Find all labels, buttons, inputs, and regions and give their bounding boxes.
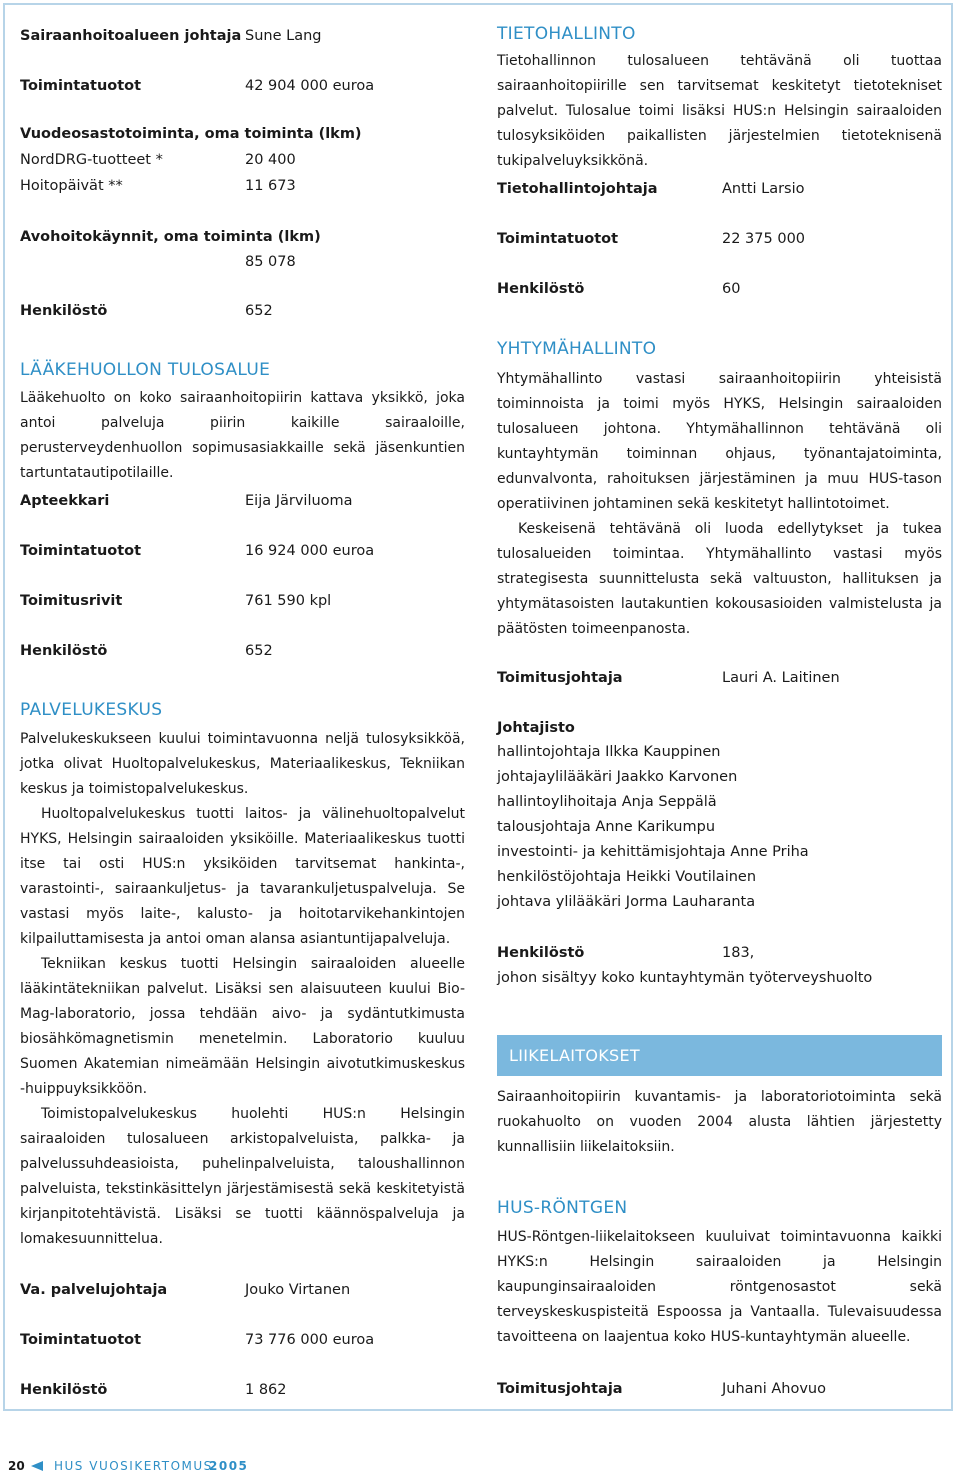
care-days-value: 11 673 xyxy=(245,178,296,194)
it-director-label: Tietohallintojohtaja xyxy=(497,181,658,197)
pharmacy-revenue-label: Toimintatuotot xyxy=(20,543,142,559)
page-number: 20 xyxy=(8,1459,25,1473)
pharmacy-text xyxy=(20,386,465,486)
pharmacy-revenue-value: 16 924 000 euroa xyxy=(245,543,375,559)
service-center-paragraph-2: Huoltopalvelukeskus tuotti laitos- ja välinehuoltopalvelut HYKS, Helsingin sairaaloiden yksiköille. Materiaalikeskus tuotti itse tai osti HUS:n yksiköiden tarvitsemat hankinta-, varastointi-, sairaankuljetus- ja tavarankuljetuspalveluja. Se vastasi myös laite-, kalusto- ja hoitotarvikehankintojen kilpailuttamisesta ja antoi oman alansa asiantuntijapalveluja. xyxy=(20,806,465,947)
management-heading: Johtajisto xyxy=(497,720,575,736)
group-staff-row xyxy=(497,942,942,964)
it-revenue-value: 22 375 000 xyxy=(722,231,806,247)
list-item: hallintoylihoitaja Anja Seppälä xyxy=(497,794,717,810)
service-director-value: Jouko Virtanen xyxy=(245,1282,351,1298)
footer-title: HUS VUOSIKERTOMUS xyxy=(54,1459,213,1473)
it-heading: TIETOHALLINTO xyxy=(497,24,636,44)
care-days-row xyxy=(20,175,465,197)
revenue-label: Toimintatuotot xyxy=(20,78,142,94)
group-staff-value: 183, xyxy=(722,945,755,961)
drg-label: NordDRG-tuotteet * xyxy=(20,152,163,168)
service-staff-value: 1 862 xyxy=(245,1382,287,1398)
service-director-row xyxy=(20,1279,465,1301)
service-revenue-row xyxy=(20,1329,465,1351)
enterprises-text xyxy=(497,1085,942,1160)
list-item: hallintojohtaja Ilkka Kauppinen xyxy=(497,744,721,760)
it-director-row xyxy=(497,178,942,200)
enterprises-banner: LIIKELAITOKSET xyxy=(497,1035,942,1076)
service-revenue-value: 73 776 000 euroa xyxy=(245,1332,375,1348)
delivery-rows-label: Toimitusrivit xyxy=(20,593,123,609)
group-text xyxy=(497,367,942,642)
care-days-label: Hoitopäivät ** xyxy=(20,178,123,194)
group-paragraph-2: Keskeisenä tehtävänä oli luoda edellytykset ja tukea tulosalueiden toimintaa. Yhtymähallinto vastasi myös strategisesta suunnittelusta sekä valtuuston, hallituksen ja yhtymätasoisten lautakuntien kokousasioiden valmistelusta ja päätösten toimeenpanosta. xyxy=(497,521,942,637)
arrow-left-icon xyxy=(31,1461,43,1471)
service-revenue-label: Toimintatuotot xyxy=(20,1332,142,1348)
it-staff-row xyxy=(497,278,942,300)
xray-heading: HUS-RÖNTGEN xyxy=(497,1198,628,1218)
manager-row xyxy=(20,25,465,47)
footer-year: 2005 xyxy=(209,1459,249,1473)
xray-paragraph: HUS-Röntgen-liikelaitokseen kuuluivat toimintavuonna kaikki HYKS:n Helsingin sairaaloiden ja Helsingin kaupunginsairaaloiden röntgenosastot sekä terveyskeskuspisteitä Espoossa ja Vantaalla. Tulevaisuudessa tavoitteena on laajentua koko HUS-kuntayhtymän alueelle. xyxy=(497,1229,942,1345)
pharmacy-revenue-row xyxy=(20,540,465,562)
pharmacy-staff-value: 652 xyxy=(245,643,273,659)
it-text xyxy=(497,49,942,174)
list-item: johtajaylilääkäri Jaakko Karvonen xyxy=(497,769,738,785)
pharmacy-heading: LÄÄKEHUOLLON TULOSALUE xyxy=(20,360,271,380)
revenue-value: 42 904 000 euroa xyxy=(245,78,375,94)
pharmacist-label: Apteekkari xyxy=(20,493,110,509)
delivery-rows-row xyxy=(20,590,465,612)
service-director-label: Va. palvelujohtaja xyxy=(20,1282,168,1298)
service-center-text xyxy=(20,727,465,1252)
pharmacist-row xyxy=(20,490,465,512)
drg-row xyxy=(20,149,465,171)
service-staff-label: Henkilöstö xyxy=(20,1382,108,1398)
it-revenue-label: Toimintatuotot xyxy=(497,231,619,247)
outpatient-heading: Avohoitokäynnit, oma toiminta (lkm) xyxy=(20,229,321,245)
service-center-heading: PALVELUKESKUS xyxy=(20,700,163,720)
it-paragraph: Tietohallinnon tulosalueen tehtävänä oli tuottaa sairaanhoitopiirille sen tarvitsemat keskitetyt tietotekniset palvelut. Tulosalue toimi lisäksi HUS:n Helsingin sairaaloiden tulosyksiköiden paikallisten järjestelmien tietoteknisenä tukipalveluyksikkönä. xyxy=(497,53,942,169)
service-center-paragraph-1: Palvelukeskukseen kuului toimintavuonna neljä tulosyksikköä, jotka olivat Huoltopalvelukeskus, Materiaalikeskus, Tekniikan keskus ja toimistopalvelukeskus. xyxy=(20,731,465,797)
pharmacist-value: Eija Järviluoma xyxy=(245,493,353,509)
xray-text xyxy=(497,1225,942,1350)
outpatient-value: 85 078 xyxy=(245,254,296,270)
list-item: investointi- ja kehittämisjohtaja Anne Priha xyxy=(497,844,809,860)
management-list xyxy=(497,740,809,915)
group-heading: YHTYMÄHALLINTO xyxy=(497,339,657,359)
staff-row xyxy=(20,300,465,322)
manager-label: Sairaanhoitoalueen johtaja xyxy=(20,28,242,44)
group-staff-note: johon sisältyy koko kuntayhtymän työterveyshuolto xyxy=(497,970,873,986)
it-revenue-row xyxy=(497,228,942,250)
service-center-paragraph-4: Toimistopalvelukeskus huolehti HUS:n Helsingin sairaaloiden tulosalueen arkistopalveluista, palkka- ja palvelussuhdeasioista, puhelinpalveluista, taloushallinnon palveluista, tekstinkäsittelyn järjestämisestä sekä keskitetyistä kirjanpitotehtävistä. Lisäksi se tuotti käännöspalveluja ja lomakesuunnittelua. xyxy=(20,1106,465,1247)
drg-value: 20 400 xyxy=(245,152,296,168)
revenue-row xyxy=(20,75,465,97)
group-ceo-row xyxy=(497,667,942,689)
it-director-value: Antti Larsio xyxy=(722,181,805,197)
list-item: henkilöstöjohtaja Heikki Voutilainen xyxy=(497,869,757,885)
list-item: johtava ylilääkäri Jorma Lauharanta xyxy=(497,894,756,910)
list-item: talousjohtaja Anne Karikumpu xyxy=(497,819,716,835)
xray-ceo-value: Juhani Ahovuo xyxy=(722,1381,826,1397)
pharmacy-paragraph: Lääkehuolto on koko sairaanhoitopiirin kattava yksikkö, joka antoi palveluja piirin kaikille sairaaloille, perusterveydenhuollon sopimusasiakkaille sekä jäsenkuntien tartuntatautipotilaille. xyxy=(20,390,465,481)
xray-ceo-label: Toimitusjohtaja xyxy=(497,1381,623,1397)
service-staff-row xyxy=(20,1379,465,1401)
delivery-rows-value: 761 590 kpl xyxy=(245,593,332,609)
enterprises-paragraph: Sairaanhoitopiirin kuvantamis- ja laboratoriotoiminta sekä ruokahuolto on vuoden 2004 alusta lähtien järjestetty kunnallisiin liikelaitoksiin. xyxy=(497,1089,942,1155)
it-staff-value: 60 xyxy=(722,281,741,297)
service-center-paragraph-3: Tekniikan keskus tuotti Helsingin sairaaloiden alueelle lääkintätekniikan palvelut. Lisäksi sen alaisuuteen kuului Bio-Mag-laboratorio, jossa tehdään aivo- ja sydäntutkimusta biosähkömagnetismin menetelmin. Laboratorio kuuluu Suomen Akatemian nimeämään Helsingin aivotutkimuskeskus -huippuyksikköön. xyxy=(20,956,465,1097)
pharmacy-staff-row xyxy=(20,640,465,662)
ward-heading: Vuodeosastotoiminta, oma toiminta (lkm) xyxy=(20,126,362,142)
xray-ceo-row xyxy=(497,1378,942,1400)
staff-label: Henkilöstö xyxy=(20,303,108,319)
pharmacy-staff-label: Henkilöstö xyxy=(20,643,108,659)
group-ceo-value: Lauri A. Laitinen xyxy=(722,670,840,686)
it-staff-label: Henkilöstö xyxy=(497,281,585,297)
group-paragraph-1: Yhtymähallinto vastasi sairaanhoitopiirin yhteisistä toiminnoista ja toimi myös HYKS, Helsingin sairaaloiden tulosalueen johtona. Yhtymähallinnon tehtävänä oli kuntayhtymän toiminnan ohjaus, työnantajatoiminta, edunvalvonta, rahoituksen järjestäminen ja muu HUS-tason operatiivinen johtaminen sekä keskitetyt hallintotoimet. xyxy=(497,371,942,512)
staff-value: 652 xyxy=(245,303,273,319)
manager-value: Sune Lang xyxy=(245,28,322,44)
group-ceo-label: Toimitusjohtaja xyxy=(497,670,623,686)
group-staff-label: Henkilöstö xyxy=(497,945,585,961)
